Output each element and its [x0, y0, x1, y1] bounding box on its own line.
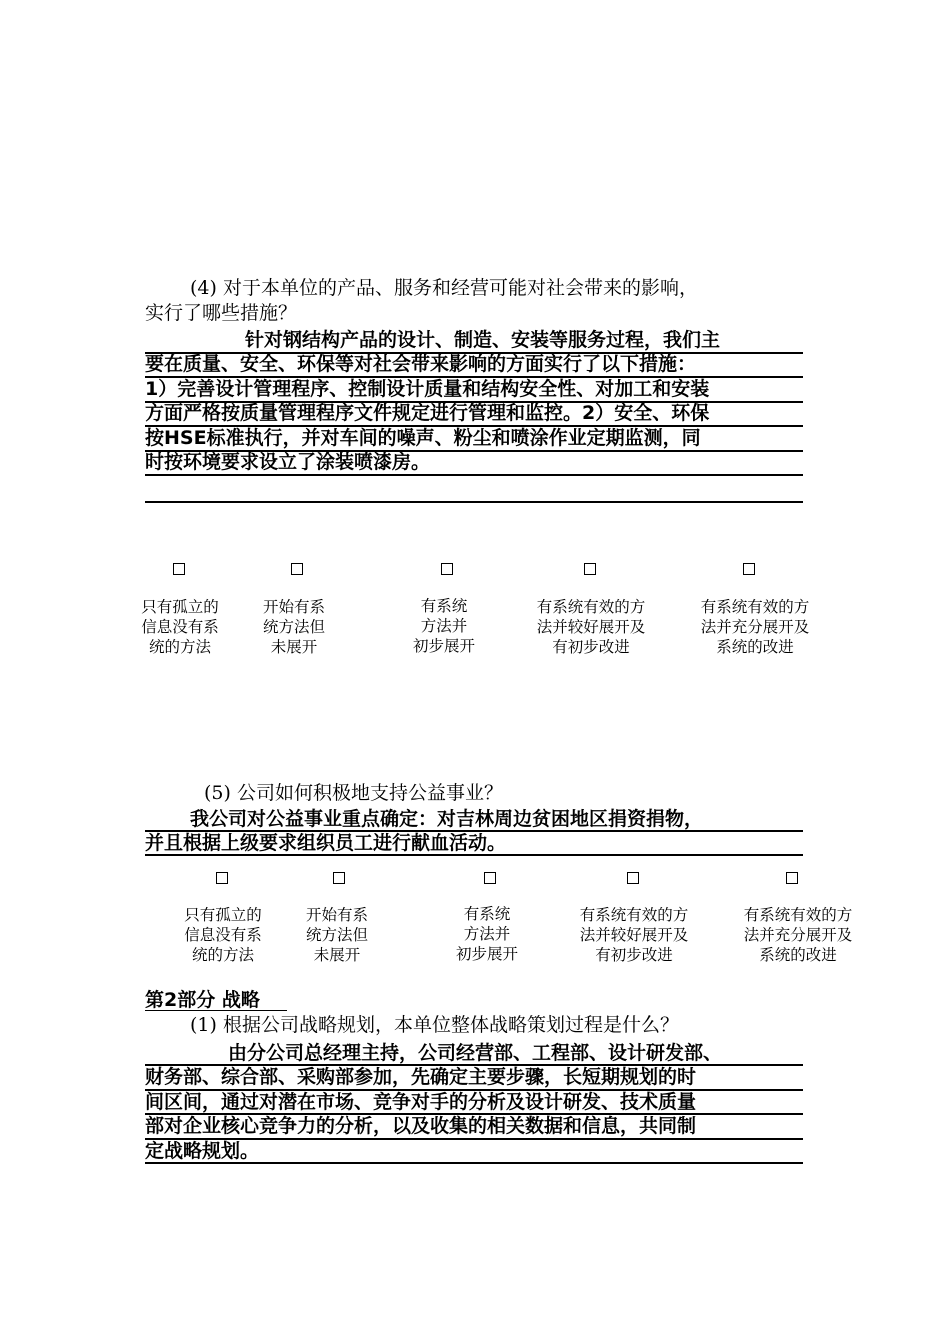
rating-option-label: 只有孤立的 信息没有系 统的方法: [184, 906, 262, 964]
answer-underline: [145, 1089, 803, 1091]
answer-underline: [145, 1064, 803, 1066]
rating-checkbox[interactable]: [484, 872, 496, 884]
question-4-line-2: 实行了哪些措施？: [145, 302, 298, 324]
rating-checkbox[interactable]: [216, 872, 228, 884]
rating-option-label: 有系统有效的方 法并充分展开及 系统的改进: [700, 598, 810, 656]
answer-underline: [145, 425, 803, 427]
answer-underline: [145, 352, 803, 354]
rating-checkbox[interactable]: [786, 872, 798, 884]
rating-option-label: 有系统有效的方 法并较好展开及 有初步改进: [536, 598, 646, 656]
part2-answer-line: 间区间，通过对潜在市场、竞争对手的分析及设计研发、技术质量: [145, 1091, 697, 1113]
q4-answer-line: 针对钢结构产品的设计、制造、安装等服务过程，我们主: [245, 329, 721, 351]
answer-underline: [145, 474, 803, 476]
answer-underline: [145, 450, 803, 452]
part2-answer-line: 由分公司总经理主持，公司经营部、工程部、设计研发部、: [228, 1042, 723, 1064]
answer-underline: [145, 830, 803, 832]
question-5: (5) 公司如何积极地支持公益事业？: [204, 782, 503, 804]
answer-underline: [145, 376, 803, 378]
rating-checkbox[interactable]: [584, 563, 596, 575]
q4-answer-line: 时按环境要求设立了涂装喷漆房。: [145, 451, 431, 473]
rating-checkbox[interactable]: [173, 563, 185, 575]
heading-underline: [145, 1010, 287, 1011]
q4-answer-line: 按HSE标准执行，并对车间的噪声、粉尘和喷涂作业定期监测，同: [145, 427, 701, 449]
answer-underline: [145, 1162, 803, 1164]
rating-option-label: 开始有系 统方法但 未展开: [305, 906, 368, 964]
rating-option-label: 有系统有效的方 法并较好展开及 有初步改进: [579, 906, 689, 964]
part2-answer-line: 部对企业核心竞争力的分析，以及收集的相关数据和信息，共同制: [145, 1115, 697, 1137]
rating-option-label: 有系统 方法并 初步展开: [412, 597, 475, 655]
rating-option-label: 开始有系 统方法但 未展开: [262, 598, 325, 656]
section-heading: 第2部分 战略: [145, 989, 260, 1011]
answer-underline: [145, 501, 803, 503]
answer-underline: [145, 854, 803, 856]
rating-checkbox[interactable]: [441, 563, 453, 575]
rating-checkbox[interactable]: [333, 872, 345, 884]
q4-answer-line: 要在质量、安全、环保等对社会带来影响的方面实行了以下措施：: [145, 353, 697, 375]
part2-question-1: (1) 根据公司战略规划，本单位整体战略策划过程是什么？: [190, 1014, 679, 1036]
q5-answer-line: 并且根据上级要求组织员工进行献血活动。: [145, 832, 507, 854]
part2-answer-line: 财务部、综合部、采购部参加，先确定主要步骤，长短期规划的时: [145, 1066, 697, 1088]
answer-underline: [145, 1138, 803, 1140]
q4-answer-line: 1）完善设计管理程序、控制设计质量和结构安全性、对加工和安装: [145, 378, 710, 400]
question-4-line-1: (4) 对于本单位的产品、服务和经营可能对社会带来的影响，: [190, 277, 698, 299]
q4-answer-line: 方面严格按质量管理程序文件规定进行管理和监控。2）安全、环保: [145, 402, 710, 424]
rating-checkbox[interactable]: [627, 872, 639, 884]
rating-option-label: 有系统 方法并 初步展开: [455, 905, 518, 963]
part2-answer-line: 定战略规划。: [145, 1140, 260, 1162]
rating-option-label: 只有孤立的 信息没有系 统的方法: [141, 598, 219, 656]
rating-checkbox[interactable]: [743, 563, 755, 575]
answer-underline: [145, 1113, 803, 1115]
answer-underline: [145, 401, 803, 403]
rating-checkbox[interactable]: [291, 563, 303, 575]
rating-option-label: 有系统有效的方 法并充分展开及 系统的改进: [743, 906, 853, 964]
q5-answer-line: 我公司对公益事业重点确定：对吉林周边贫困地区捐资捐物，: [190, 808, 704, 830]
